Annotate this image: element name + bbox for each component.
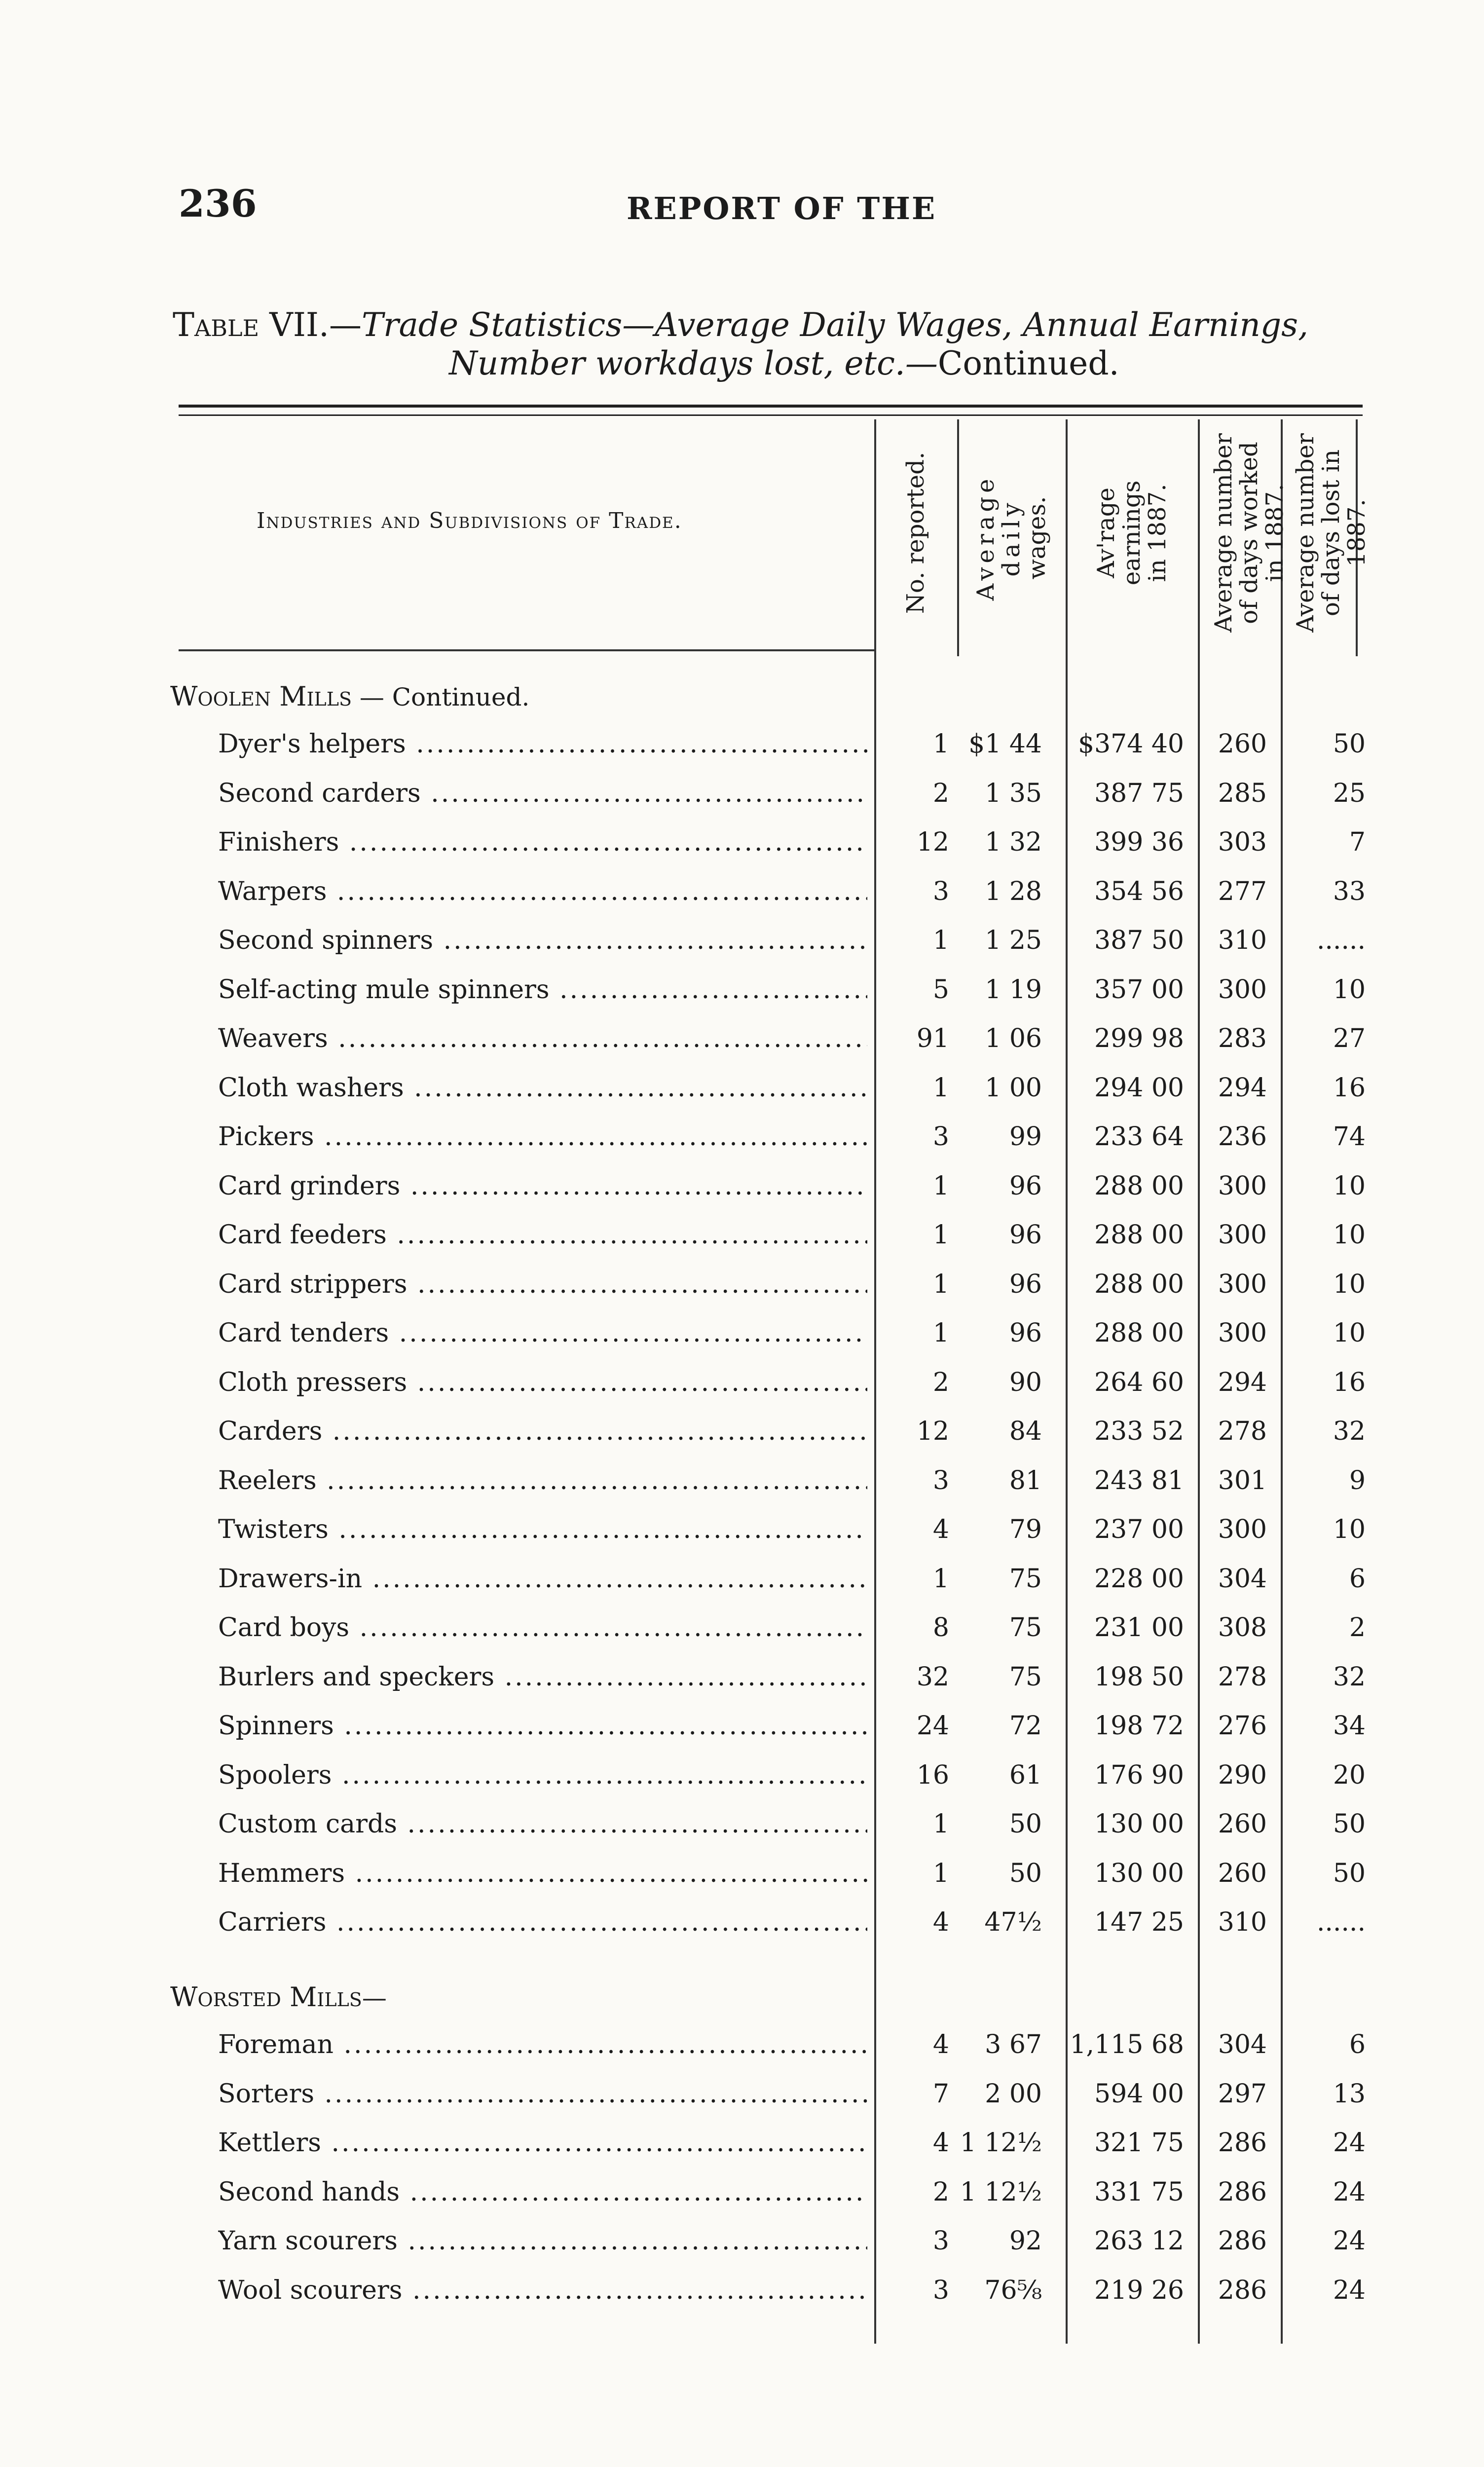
- annual-earnings-cell: 288 00: [1094, 1171, 1184, 1201]
- annual-earnings-cell: 147 25: [1094, 1907, 1184, 1937]
- annual-earnings-cell: 233 64: [1094, 1122, 1184, 1152]
- section-title-worsted: [170, 1981, 387, 2013]
- no-reported-cell: 2: [932, 1367, 949, 1397]
- header-industries: Industries and Subdivisions of Trade.: [257, 508, 682, 533]
- header-average-earnings: [1092, 434, 1171, 632]
- days-lost-cell: 50: [1333, 729, 1366, 759]
- header-days-lost: [1292, 424, 1371, 641]
- daily-wage-cell: 92: [1009, 2226, 1042, 2256]
- days-worked-cell: 260: [1218, 729, 1267, 759]
- daily-wage-cell: 1 35: [985, 778, 1042, 808]
- annual-earnings-cell: 237 00: [1094, 1515, 1184, 1544]
- no-reported-cell: 4: [932, 1515, 949, 1544]
- table-row: [0, 779, 1484, 823]
- days-worked-cell: 283: [1218, 1024, 1267, 1053]
- header-worked-line1: Average number: [1210, 433, 1237, 633]
- annual-earnings-cell: 228 00: [1094, 1564, 1184, 1594]
- daily-wage-cell: 96: [1009, 1318, 1042, 1348]
- days-lost-cell: 33: [1333, 876, 1366, 906]
- trade-name: Self-acting mule spinners .....: [218, 975, 867, 1005]
- days-worked-cell: 300: [1218, 1318, 1267, 1348]
- annual-earnings-cell: 288 00: [1094, 1220, 1184, 1250]
- header-lost-line1: Average number: [1292, 433, 1319, 633]
- annual-earnings-cell: 219 26: [1094, 2275, 1184, 2305]
- days-worked-cell: 286: [1218, 2275, 1267, 2305]
- daily-wage-cell: 96: [1009, 1269, 1042, 1299]
- header-lost-line2: of days lost in: [1317, 449, 1345, 616]
- trade-name: Dyer's helpers .....: [218, 729, 867, 759]
- trade-name: Spoolers .....: [218, 1760, 867, 1790]
- table-caption: [173, 306, 1367, 383]
- annual-earnings-cell: 243 81: [1094, 1465, 1184, 1495]
- table-row: [0, 1270, 1484, 1314]
- annual-earnings-cell: 288 00: [1094, 1269, 1184, 1299]
- table-row: [0, 1024, 1484, 1068]
- days-worked-cell: 290: [1218, 1760, 1267, 1790]
- daily-wage-cell: 1 12½: [960, 2177, 1042, 2207]
- trade-name: Hemmers .....: [218, 1859, 867, 1888]
- table-row: [0, 1073, 1484, 1118]
- caption-continued: Continued.: [937, 344, 1119, 382]
- trade-name: Card strippers .....: [218, 1270, 867, 1299]
- days-lost-cell: 10: [1333, 1269, 1366, 1299]
- header-lost-line3: 1887.: [1343, 499, 1371, 567]
- trade-name: Pickers .....: [218, 1122, 867, 1152]
- days-worked-cell: 286: [1218, 2226, 1267, 2256]
- no-reported-cell: 1: [932, 1269, 949, 1299]
- table-row: [0, 1318, 1484, 1363]
- table-number: VII.—: [269, 306, 362, 344]
- trade-name: Reelers .....: [218, 1466, 867, 1495]
- annual-earnings-cell: 130 00: [1094, 1809, 1184, 1839]
- no-reported-cell: 1: [932, 729, 949, 759]
- days-lost-cell: 6: [1349, 1564, 1366, 1594]
- header-worked-line2: of days worked: [1235, 442, 1263, 624]
- table-row: [0, 1220, 1484, 1265]
- days-worked-cell: 303: [1218, 827, 1267, 857]
- table-row: [0, 1711, 1484, 1756]
- trade-name: Card grinders .....: [218, 1171, 867, 1201]
- no-reported-cell: 3: [932, 1465, 949, 1495]
- days-worked-cell: 286: [1218, 2177, 1267, 2207]
- days-lost-cell: ......: [1316, 926, 1366, 955]
- daily-wage-cell: 84: [1009, 1417, 1042, 1446]
- days-lost-cell: 24: [1333, 2275, 1366, 2305]
- days-lost-cell: 13: [1333, 2079, 1366, 2109]
- days-worked-cell: 294: [1218, 1367, 1267, 1397]
- trade-name: Foreman .....: [218, 2030, 867, 2059]
- table-row: [0, 2128, 1484, 2172]
- no-reported-cell: 2: [932, 2177, 949, 2207]
- days-lost-cell: 25: [1333, 778, 1366, 808]
- table-row: [0, 1368, 1484, 1412]
- trade-name: Spinners .....: [218, 1711, 867, 1741]
- daily-wage-cell: 90: [1009, 1367, 1042, 1397]
- days-worked-cell: 300: [1218, 1171, 1267, 1201]
- header-earnings-line2: in 1887.: [1144, 484, 1171, 582]
- header-no-reported-text: No. reported.: [902, 451, 929, 614]
- table-row: [0, 2030, 1484, 2074]
- trade-name: Drawers-in .....: [218, 1564, 867, 1594]
- trade-name: Cloth washers .....: [218, 1073, 867, 1103]
- no-reported-cell: 1: [932, 1318, 949, 1348]
- table-row: [0, 1564, 1484, 1608]
- section-worsted-suffix: —: [362, 1983, 387, 2012]
- annual-earnings-cell: 594 00: [1094, 2079, 1184, 2109]
- trade-name: Carders .....: [218, 1417, 867, 1446]
- daily-wage-cell: $1 44: [968, 729, 1042, 759]
- days-worked-cell: 300: [1218, 1269, 1267, 1299]
- annual-earnings-cell: 354 56: [1094, 876, 1184, 906]
- days-worked-cell: 260: [1218, 1858, 1267, 1888]
- header-days-worked: [1210, 424, 1289, 641]
- trade-name: Cloth pressers .....: [218, 1368, 867, 1397]
- trade-name: Card feeders .....: [218, 1220, 867, 1250]
- table-row: [0, 827, 1484, 872]
- page-number: 236: [179, 182, 257, 225]
- days-worked-cell: 285: [1218, 778, 1267, 808]
- no-reported-cell: 1: [932, 1809, 949, 1839]
- caption-title-line2: Number workdays lost, etc.—: [449, 344, 938, 382]
- daily-wage-cell: 75: [1009, 1613, 1042, 1643]
- header-wages-line1: Average daily: [972, 475, 1025, 601]
- annual-earnings-cell: 198 72: [1094, 1711, 1184, 1741]
- days-worked-cell: 300: [1218, 974, 1267, 1005]
- daily-wage-cell: 75: [1009, 1662, 1042, 1692]
- days-lost-cell: 24: [1333, 2226, 1366, 2256]
- daily-wage-cell: 2 00: [985, 2079, 1042, 2109]
- no-reported-cell: 1: [932, 1220, 949, 1250]
- days-lost-cell: 7: [1349, 827, 1366, 857]
- table-row: [0, 2226, 1484, 2271]
- annual-earnings-cell: 357 00: [1094, 974, 1184, 1005]
- annual-earnings-cell: 288 00: [1094, 1318, 1184, 1348]
- days-worked-cell: 304: [1218, 2030, 1267, 2059]
- days-worked-cell: 310: [1218, 926, 1267, 955]
- trade-name: Carriers .....: [218, 1907, 867, 1937]
- trade-name: Wool scourers .....: [218, 2276, 867, 2305]
- annual-earnings-cell: 130 00: [1094, 1858, 1184, 1888]
- table-row: [0, 975, 1484, 1019]
- daily-wage-cell: 50: [1009, 1858, 1042, 1888]
- days-worked-cell: 297: [1218, 2079, 1267, 2109]
- no-reported-cell: 32: [916, 1662, 949, 1692]
- trade-name: Finishers .....: [218, 827, 867, 857]
- annual-earnings-cell: 299 98: [1094, 1024, 1184, 1053]
- no-reported-cell: 3: [932, 2226, 949, 2256]
- annual-earnings-cell: $374 40: [1077, 729, 1184, 759]
- daily-wage-cell: 75: [1009, 1564, 1042, 1594]
- trade-name: Burlers and speckers .....: [218, 1662, 867, 1692]
- days-lost-cell: 32: [1333, 1417, 1366, 1446]
- daily-wage-cell: 1 19: [985, 974, 1042, 1005]
- annual-earnings-cell: 321 75: [1094, 2128, 1184, 2158]
- annual-earnings-cell: 387 50: [1094, 926, 1184, 955]
- no-reported-cell: 5: [932, 974, 949, 1005]
- trade-name: Second spinners .....: [218, 926, 867, 955]
- days-lost-cell: 10: [1333, 1318, 1366, 1348]
- table-row: [0, 1613, 1484, 1657]
- days-lost-cell: 16: [1333, 1367, 1366, 1397]
- section-worsted-name: Worsted Mills: [170, 1981, 362, 2013]
- days-lost-cell: 10: [1333, 1171, 1366, 1201]
- days-worked-cell: 277: [1218, 876, 1267, 906]
- no-reported-cell: 12: [916, 827, 949, 857]
- days-lost-cell: 20: [1333, 1760, 1366, 1790]
- table-row: [0, 926, 1484, 970]
- no-reported-cell: 3: [932, 2275, 949, 2305]
- annual-earnings-cell: 263 12: [1094, 2226, 1184, 2256]
- days-lost-cell: 24: [1333, 2177, 1366, 2207]
- annual-earnings-cell: 231 00: [1094, 1613, 1184, 1643]
- header-no-reported: [886, 434, 945, 632]
- table-row: [0, 877, 1484, 921]
- days-lost-cell: 16: [1333, 1073, 1366, 1103]
- trade-name: Weavers .....: [218, 1024, 867, 1053]
- table-row: [0, 1760, 1484, 1805]
- no-reported-cell: 4: [932, 1907, 949, 1937]
- caption-title-line1: Trade Statistics—Average Daily Wages, Annual Earnings,: [361, 306, 1308, 344]
- section-woolen-suffix: — Continued.: [352, 683, 530, 711]
- table-row: [0, 1809, 1484, 1854]
- trade-name: Yarn scourers .....: [218, 2226, 867, 2256]
- no-reported-cell: 2: [932, 778, 949, 808]
- days-lost-cell: ......: [1316, 1907, 1366, 1937]
- annual-earnings-cell: 294 00: [1094, 1073, 1184, 1103]
- table-row: [0, 1171, 1484, 1216]
- days-lost-cell: 10: [1333, 1220, 1366, 1250]
- table-row: [0, 1859, 1484, 1903]
- days-lost-cell: 50: [1333, 1858, 1366, 1888]
- daily-wage-cell: 1 00: [985, 1073, 1042, 1103]
- header-earnings-line1: Av'rage earnings: [1092, 480, 1146, 586]
- annual-earnings-cell: 387 75: [1094, 778, 1184, 808]
- days-lost-cell: 32: [1333, 1662, 1366, 1692]
- header-wages-line2: wages.: [1023, 496, 1051, 580]
- trade-name: Warpers .....: [218, 877, 867, 906]
- days-worked-cell: 300: [1218, 1220, 1267, 1250]
- table-top-rule: [179, 405, 1363, 408]
- daily-wage-cell: 1 06: [985, 1024, 1042, 1053]
- trade-name: Twisters .....: [218, 1515, 867, 1544]
- days-worked-cell: 286: [1218, 2128, 1267, 2158]
- trade-name: Second hands .....: [218, 2177, 867, 2207]
- table-row: [0, 2276, 1484, 2320]
- annual-earnings-cell: 198 50: [1094, 1662, 1184, 1692]
- trade-name: Card boys .....: [218, 1613, 867, 1643]
- days-lost-cell: 50: [1333, 1809, 1366, 1839]
- no-reported-cell: 1: [932, 1564, 949, 1594]
- days-worked-cell: 236: [1218, 1122, 1267, 1152]
- daily-wage-cell: 1 28: [985, 876, 1042, 906]
- no-reported-cell: 24: [916, 1711, 949, 1741]
- trade-name: Sorters .....: [218, 2079, 867, 2109]
- header-bottom-rule: [179, 649, 876, 651]
- header-average-daily-wages: [972, 439, 1051, 636]
- section-title-woolen: [170, 681, 529, 712]
- table-row: [0, 1417, 1484, 1461]
- annual-earnings-cell: 264 60: [1094, 1367, 1184, 1397]
- days-lost-cell: 27: [1333, 1024, 1366, 1053]
- no-reported-cell: 4: [932, 2128, 949, 2158]
- days-worked-cell: 278: [1218, 1417, 1267, 1446]
- days-worked-cell: 308: [1218, 1613, 1267, 1643]
- days-worked-cell: 304: [1218, 1564, 1267, 1594]
- annual-earnings-cell: 1,115 68: [1070, 2030, 1184, 2059]
- days-lost-cell: 9: [1349, 1465, 1366, 1495]
- days-worked-cell: 278: [1218, 1662, 1267, 1692]
- table-top-rule-thin: [179, 414, 1363, 416]
- days-worked-cell: 300: [1218, 1515, 1267, 1544]
- annual-earnings-cell: 233 52: [1094, 1417, 1184, 1446]
- days-lost-cell: 74: [1333, 1122, 1366, 1152]
- table-row: [0, 1662, 1484, 1707]
- days-worked-cell: 276: [1218, 1711, 1267, 1741]
- section-woolen-name: Woolen Mills: [170, 681, 352, 712]
- no-reported-cell: 91: [916, 1024, 949, 1053]
- days-worked-cell: 260: [1218, 1809, 1267, 1839]
- table-row: [0, 1515, 1484, 1559]
- daily-wage-cell: 1 32: [985, 827, 1042, 857]
- daily-wage-cell: 96: [1009, 1171, 1042, 1201]
- annual-earnings-cell: 176 90: [1094, 1760, 1184, 1790]
- days-lost-cell: 2: [1349, 1613, 1366, 1643]
- daily-wage-cell: 79: [1009, 1515, 1042, 1544]
- daily-wage-cell: 47½: [984, 1907, 1042, 1937]
- no-reported-cell: 3: [932, 1122, 949, 1152]
- no-reported-cell: 4: [932, 2030, 949, 2059]
- annual-earnings-cell: 331 75: [1094, 2177, 1184, 2207]
- table-row: [0, 2177, 1484, 2222]
- table-row: [0, 1466, 1484, 1510]
- table-row: [0, 2079, 1484, 2124]
- column-divider: [957, 419, 959, 656]
- trade-name: Card tenders .....: [218, 1318, 867, 1348]
- days-lost-cell: 6: [1349, 2030, 1366, 2059]
- days-lost-cell: 10: [1333, 974, 1366, 1005]
- daily-wage-cell: 50: [1009, 1809, 1042, 1839]
- trade-name: Second carders .....: [218, 779, 867, 808]
- no-reported-cell: 7: [932, 2079, 949, 2109]
- days-worked-cell: 310: [1218, 1907, 1267, 1937]
- daily-wage-cell: 72: [1009, 1711, 1042, 1741]
- table-row: [0, 1907, 1484, 1952]
- daily-wage-cell: 3 67: [985, 2030, 1042, 2059]
- daily-wage-cell: 76⅝: [984, 2275, 1042, 2305]
- trade-name: Kettlers .....: [218, 2128, 867, 2158]
- table-row: [0, 1122, 1484, 1166]
- daily-wage-cell: 81: [1009, 1465, 1042, 1495]
- daily-wage-cell: 96: [1009, 1220, 1042, 1250]
- daily-wage-cell: 61: [1009, 1760, 1042, 1790]
- no-reported-cell: 3: [932, 876, 949, 906]
- no-reported-cell: 12: [916, 1417, 949, 1446]
- days-lost-cell: 24: [1333, 2128, 1366, 2158]
- days-lost-cell: 10: [1333, 1515, 1366, 1544]
- no-reported-cell: 1: [932, 1858, 949, 1888]
- no-reported-cell: 1: [932, 1171, 949, 1201]
- running-head: REPORT OF THE: [627, 190, 937, 226]
- days-worked-cell: 301: [1218, 1465, 1267, 1495]
- no-reported-cell: 16: [916, 1760, 949, 1790]
- daily-wage-cell: 1 12½: [960, 2128, 1042, 2158]
- no-reported-cell: 1: [932, 926, 949, 955]
- table-row: [0, 729, 1484, 774]
- annual-earnings-cell: 399 36: [1094, 827, 1184, 857]
- table-label: Table: [173, 306, 260, 344]
- days-worked-cell: 294: [1218, 1073, 1267, 1103]
- daily-wage-cell: 99: [1009, 1122, 1042, 1152]
- trade-name: Custom cards .....: [218, 1809, 867, 1839]
- daily-wage-cell: 1 25: [985, 926, 1042, 955]
- days-lost-cell: 34: [1333, 1711, 1366, 1741]
- no-reported-cell: 1: [932, 1073, 949, 1103]
- header-worked-line3: in 1887.: [1261, 484, 1289, 582]
- no-reported-cell: 8: [932, 1613, 949, 1643]
